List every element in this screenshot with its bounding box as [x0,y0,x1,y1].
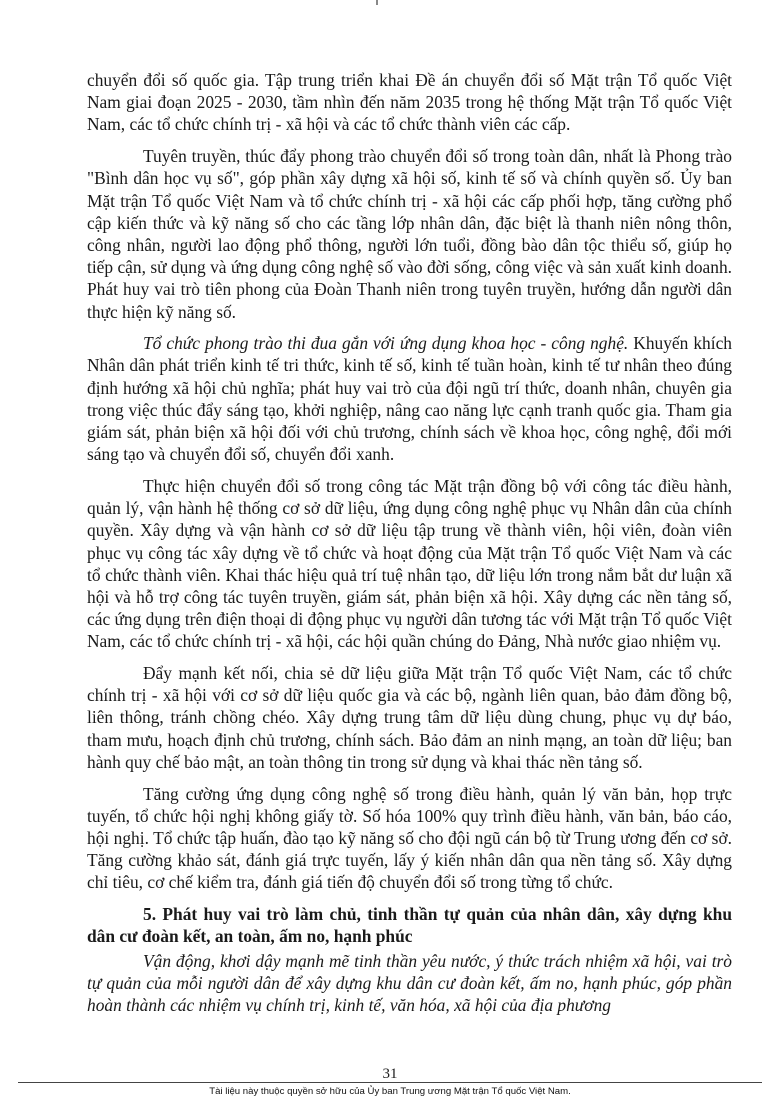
scan-mark [376,0,378,5]
paragraph-lead-italic: Tổ chức phong trào thi đua gắn với ứng dụng khoa học - công nghệ. [143,333,629,354]
paragraph-5 [87,662,732,773]
paragraph-text: Tăng cường ứng dụng công nghệ số trong điều hành, quản lý văn bản, họp trực tuyến, tổ chức hội nghị không giấy tờ. Số hóa 100% quy trình điều hành, văn bản, báo cáo, hội nghị. Tổ chức tập huấn, đào tạo kỹ năng số cho đội ngũ cán bộ từ Trung ương đến cơ sở. Tăng cường khảo sát, đánh giá trực tuyến, lấy ý kiến nhân dân qua nền tảng số. Xây dựng chỉ tiêu, cơ chế kiểm tra, đánh giá tiến độ chuyển đổi số trong từng tổ chức. [87,783,732,893]
paragraph-text: Đẩy mạnh kết nối, chia sẻ dữ liệu giữa Mặt trận Tổ quốc Việt Nam, các tổ chức chính trị - xã hội với cơ sở dữ liệu quốc gia và các bộ, ngành liên quan, bảo đảm đồng bộ, liên thông, tránh chồng chéo. Xây dựng trung tâm dữ liệu dùng chung, phục vụ dự báo, tham mưu, hoạch định chủ trương, chính sách. Bảo đảm an ninh mạng, an toàn dữ liệu; ban hành quy chế bảo mật, an toàn thông tin trong sử dụng và khai thác nền tảng số. [87,663,732,772]
paragraph-text: Tuyên truyền, thúc đẩy phong trào chuyển đổi số trong toàn dân, nhất là Phong trào "Bình dân học vụ số", góp phần xây dựng xã hội số, kinh tế số và chính quyền số. Ủy ban Mặt trận Tổ quốc Việt Nam và tổ chức chính trị - xã hội các cấp phối hợp, tăng cường phổ cập kiến thức và kỹ năng số cho các tầng lớp nhân dân, đặc biệt là thanh niên nông thôn, công nhân, người lao động phổ thông, người lớn tuổi, đồng bào dân tộc thiểu số, giúp họ tiếp cận, sử dụng và ứng dụng công nghệ số vào đời sống, công việc và sản xuất kinh doanh. Phát huy vai trò tiên phong của Đoàn Thanh niên trong tuyên truyền, hướng dẫn người dân thực hiện kỹ năng số. [87,146,732,322]
closing-italic-paragraph: Vận động, khơi dậy mạnh mẽ tinh thần yêu nước, ý thức trách nhiệm xã hội, vai trò tự quản của mỗi người dân để xây dựng khu dân cư đoàn kết, ấm no, hạnh phúc, góp phần hoàn thành các nhiệm vụ chính trị, kinh tế, văn hóa, xã hội của địa phương [87,950,732,1015]
paragraph-1 [87,69,732,136]
paragraph-text: Khuyến khích Nhân dân phát triển kinh tế tri thức, kinh tế số, kinh tế tuần hoàn, kinh tế tư nhân theo đúng định hướng xã hội chủ nghĩa; phát huy vai trò của đội ngũ trí thức, doanh nhân, chuyên gia trong việc thúc đẩy sáng tạo, khởi nghiệp, nâng cao năng lực cạnh tranh quốc gia. Tham gia giám sát, phản biện xã hội đối với chủ trương, chính sách về khoa học, công nghệ, đổi mới sáng tạo và chuyển đổi số, chuyển đổi xanh. [87,333,732,465]
footer-ownership-note: Tài liệu này thuộc quyền sở hữu của Ủy ban Trung ương Mặt trận Tổ quốc Việt Nam. [209,1086,571,1097]
paragraph-3 [87,332,732,465]
paragraph-4 [87,475,732,653]
section-heading: 5. Phát huy vai trò làm chủ, tinh thần tự quản của nhân dân, xây dựng khu dân cư đoàn kết, an toàn, ấm no, hạnh phúc [87,904,732,947]
paragraph-text: chuyển đổi số quốc gia. Tập trung triển khai Đề án chuyển đổi số Mặt trận Tổ quốc Việt Nam giai đoạn 2025 - 2030, tầm nhìn đến năm 2035 trong hệ thống Mặt trận Tổ quốc Việt Nam, các tổ chức chính trị - xã hội và các tổ chức thành viên các cấp. [87,70,732,135]
paragraph-6 [87,783,732,894]
page-number: 31 [382,1066,398,1082]
document-body [87,69,732,1016]
paragraph-text: Thực hiện chuyển đổi số trong công tác Mặt trận đồng bộ với công tác điều hành, quản lý, vận hành hệ thống cơ sở dữ liệu, ứng dụng công nghệ phục vụ Nhân dân của chính quyền. Xây dựng và vận hành cơ sở dữ liệu tập trung về thành viên, hội viên, đoàn viên phục vụ công tác xây dựng về tổ chức và hoạt động của Mặt trận Tổ quốc Việt Nam và các tổ chức thành viên. Khai thác hiệu quả trí tuệ nhân tạo, dữ liệu lớn trong nắm bắt dư luận xã hội và hỗ trợ công tác tuyên truyền, giám sát, phản biện xã hội. Xây dựng các nền tảng số, các ứng dụng trên điện thoại di động phục vụ người dân tương tác với Mặt trận Tổ quốc Việt Nam, các tổ chức chính trị - xã hội, các hội quần chúng do Đảng, Nhà nước giao nhiệm vụ. [87,475,732,652]
footer-divider [18,1082,762,1083]
paragraph-2 [87,145,732,323]
